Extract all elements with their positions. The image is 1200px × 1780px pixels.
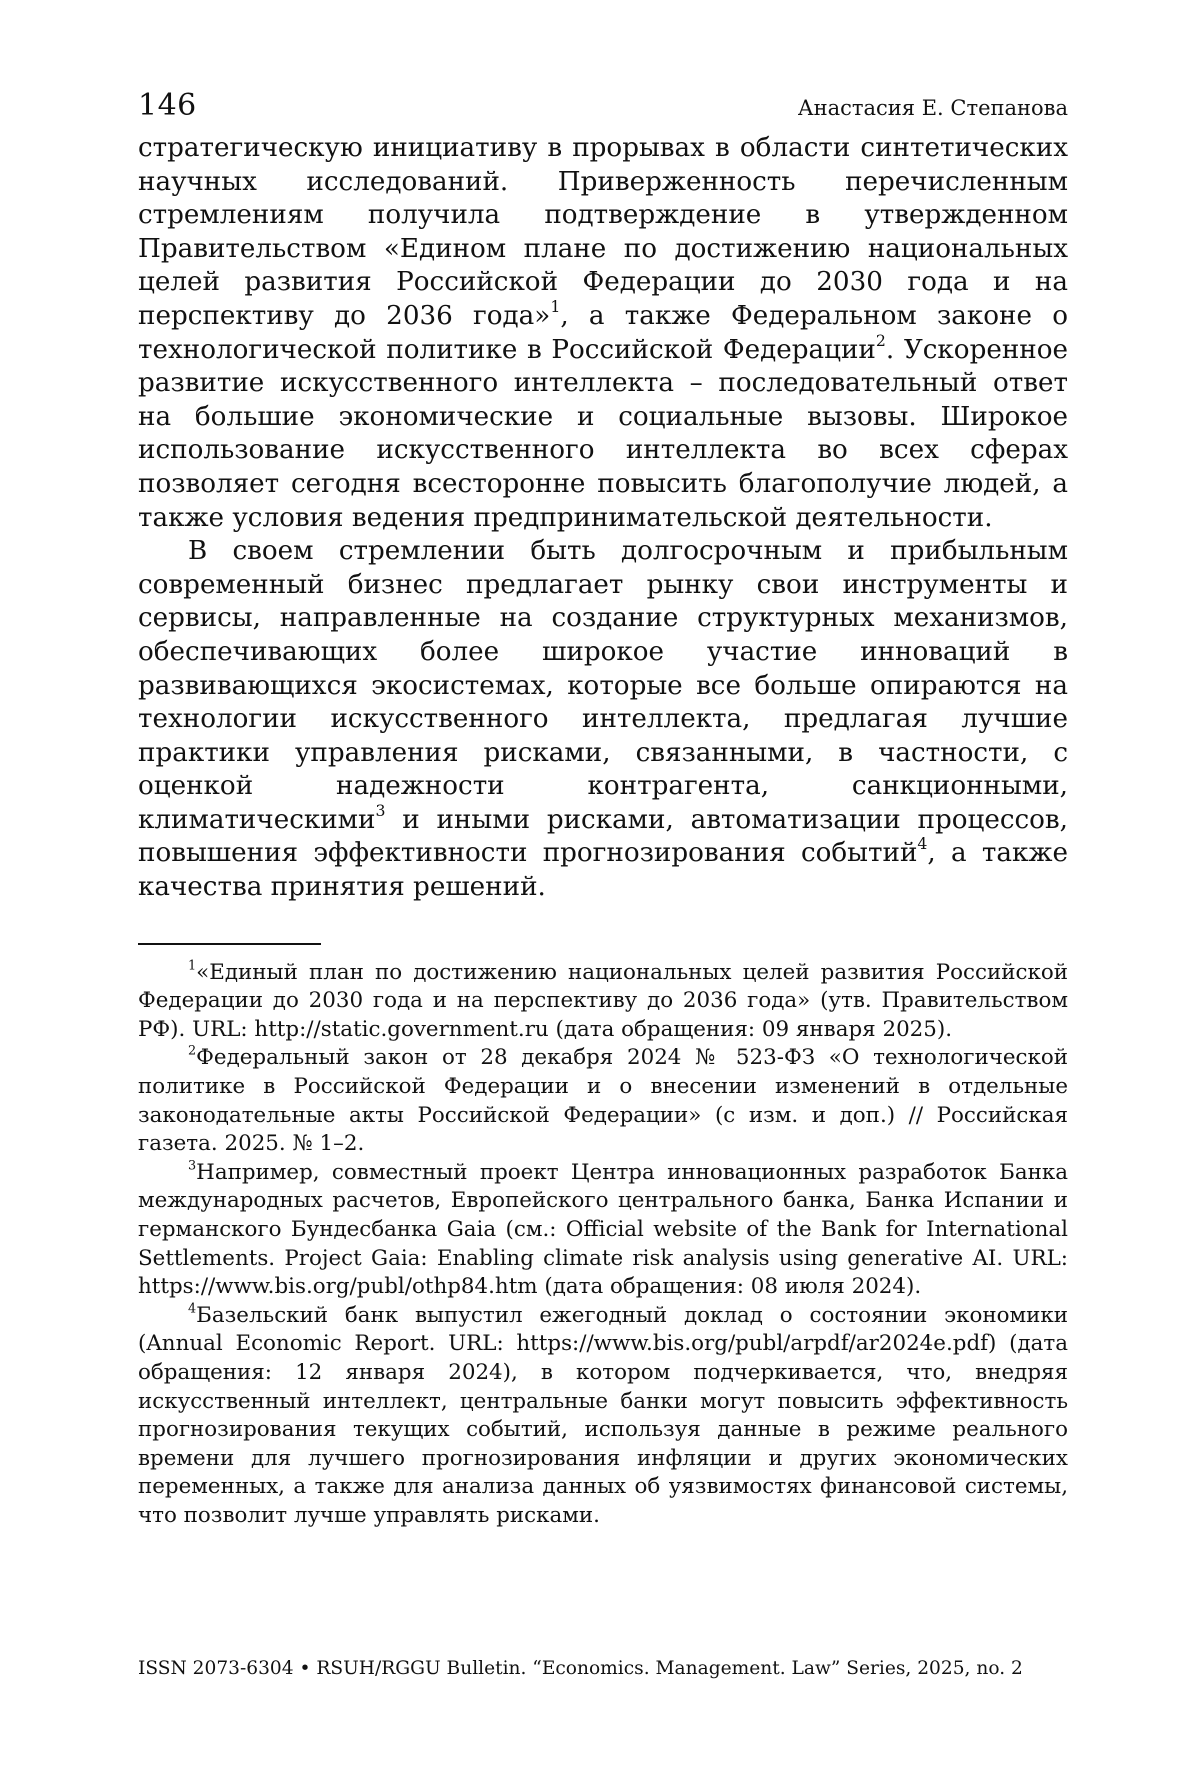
footnote-ref-4[interactable]: 4	[917, 834, 928, 854]
page-footer: ISSN 2073-6304 • RSUH/RGGU Bulletin. “Economics. Management. Law” Series, 2025, no. 2	[138, 1658, 1023, 1679]
footnote-4-text: Базельский банк выпустил ежегодный доклад о состоянии экономики (Annual Economic Report. URL: https://www.bis.org/publ/arpdf/ar2024e.pdf) (дата обращения: 12 января 2024), в котором подчеркивается, что, внедряя искусственный интеллект, центральные банки могут повысить эффективность прогнозирования текущих событий, используя данные в режиме реального времени для лучшего прогнозирования инфляции и других экономических переменных, а также для анализа данных об уязвимостях финансовой системы, что позволит лучше управлять рисками.	[138, 1302, 1068, 1528]
paragraph-1-text-c: . Ускоренное развитие искусственного интеллекта – последовательный ответ на большие экономические и социальные вызовы. Широкое использование искусственного интеллекта во всех сферах позволяет сегодня всесторонне повысить благополучие людей, а также условия ведения предпринимательской деятельности.	[138, 334, 1069, 533]
footnotes	[138, 959, 1068, 1531]
footnote-3-number: 3	[188, 1158, 197, 1174]
paragraph-2	[138, 535, 1068, 905]
footnote-ref-2[interactable]: 2	[875, 330, 886, 350]
paragraph-2-text-b: и иными рисками, автоматизации процессов, повышения эффективности прогнозирования событий	[138, 804, 1068, 869]
footnote-2-text: Федеральный закон от 28 декабря 2024 № 523-ФЗ «О технологической политике в Российской Федерации и о внесении изменений в отдельные законодательные акты Российской Федерации» (с изм. и доп.) // Российская газета. 2025. № 1–2.	[138, 1045, 1068, 1157]
footnote-3-text: Например, совместный проект Центра инновационных разработок Банка международных расчетов, Европейского центрального банка, Банка Испании и германского Бундесбанка Gaia (см.: Official website of the Bank for International Settlements. Project Gaia: Enabling climate risk analysis using generative AI. URL: https://www.bis.org/publ/othp84.htm (дата обращения: 08 июля 2024).	[138, 1159, 1068, 1300]
paragraph-1-text-a: стратегическую инициативу в прорывах в области синтетических научных исследований. Приверженность перечисленным стремлениям получила подтверждение в утвержденном Правительством «Едином плане по достижению национальных целей развития Российской Федерации до 2030 года и на перспективу до 2036 года»	[138, 133, 1068, 331]
footnote-2	[138, 1044, 1068, 1158]
page-number: 146	[138, 88, 197, 123]
footnote-1-text: «Единый план по достижению национальных целей развития Российской Федерации до 2030 года и на перспективу до 2036 года» (утв. Правительством РФ). URL: http://static.government.ru (дата обращения: 09 января 2025).	[138, 959, 1068, 1042]
paragraph-1	[138, 132, 1068, 535]
footnote-2-number: 2	[188, 1043, 197, 1059]
page-header	[138, 88, 1068, 132]
paragraph-2-text-c: , а также качества принятия решений.	[138, 838, 1068, 903]
footnote-4-number: 4	[188, 1301, 197, 1317]
footnote-ref-3[interactable]: 3	[375, 801, 386, 821]
footnote-3	[138, 1159, 1068, 1302]
main-text	[138, 132, 1068, 905]
footnote-ref-1[interactable]: 1	[550, 297, 561, 317]
paragraph-1-text-b: , а также Федеральном законе о технологической политике в Российской Федерации	[138, 300, 1068, 365]
footnote-divider	[138, 943, 321, 945]
footnote-4	[138, 1302, 1068, 1531]
paragraph-2-text-a: В своем стремлении быть долгосрочным и прибыльным современный бизнес предлагает рынку свои инструменты и сервисы, направленные на создание структурных механизмов, обеспечивающих более широкое участие инноваций в развивающихся экосистемах, которые все больше опираются на технологии искусственного интеллекта, предлагая лучшие практики управления рисками, связанными, в частности, с оценкой надежности контрагента, санкционными, климатическими	[138, 536, 1068, 835]
footnote-1	[138, 959, 1068, 1045]
page	[138, 88, 1068, 1531]
running-head-author: Анастасия Е. Степанова	[797, 96, 1068, 120]
footnote-1-number: 1	[188, 958, 197, 974]
